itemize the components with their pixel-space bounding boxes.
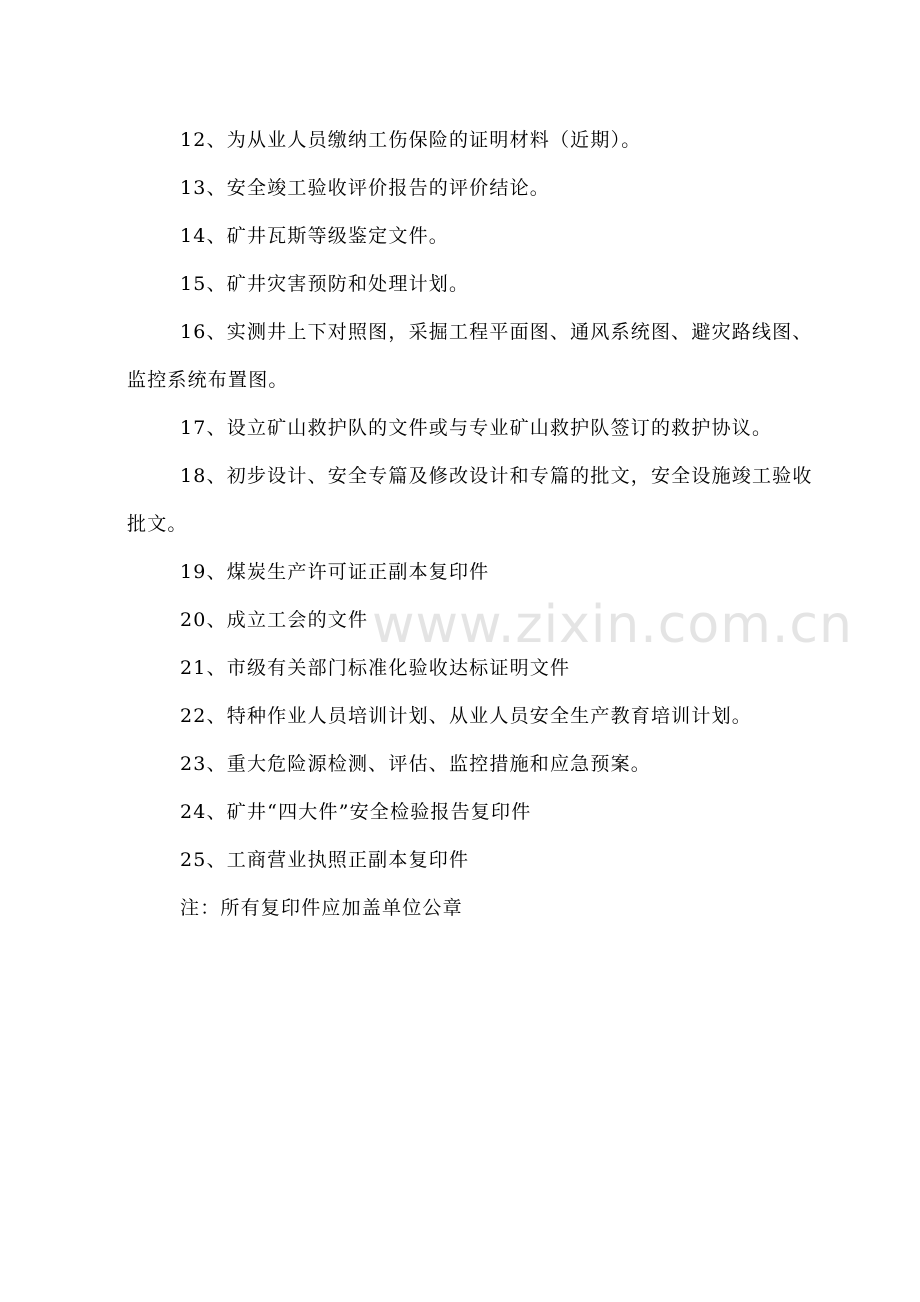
list-item-25: 25、工商营业执照正副本复印件: [180, 849, 470, 871]
list-item-24: 24、矿井“四大件”安全检验报告复印件: [180, 801, 532, 823]
document-note: 注：所有复印件应加盖单位公章: [180, 897, 463, 919]
list-item-12: 12、为从业人员缴纳工伤保险的证明材料（近期）。: [180, 129, 642, 151]
list-item-21: 21、市级有关部门标准化验收达标证明文件: [180, 657, 571, 679]
list-item-17: 17、设立矿山救护队的文件或与专业矿山救护队签订的救护协议。: [180, 417, 773, 439]
list-item-14: 14、矿井瓦斯等级鉴定文件。: [180, 225, 449, 247]
document-body: [127, 116, 827, 932]
list-item-16: 16、实测井上下对照图，采掘工程平面图、通风系统图、避灾路线图、监控系统布置图。: [127, 321, 813, 391]
list-item-18: 18、初步设计、安全专篇及修改设计和专篇的批文，安全设施竣工验收批文。: [127, 465, 813, 535]
list-item-13: 13、安全竣工验收评价报告的评价结论。: [180, 177, 550, 199]
list-item-20: 20、成立工会的文件: [180, 609, 369, 631]
list-item-23: 23、重大危险源检测、评估、监控措施和应急预案。: [180, 753, 651, 775]
list-item-22: 22、特种作业人员培训计划、从业人员安全生产教育培训计划。: [180, 705, 752, 727]
list-item-15: 15、矿井灾害预防和处理计划。: [180, 273, 470, 295]
watermark: www.zixin.com.cn: [372, 595, 853, 655]
list-item-19: 19、煤炭生产许可证正副本复印件: [180, 561, 490, 583]
